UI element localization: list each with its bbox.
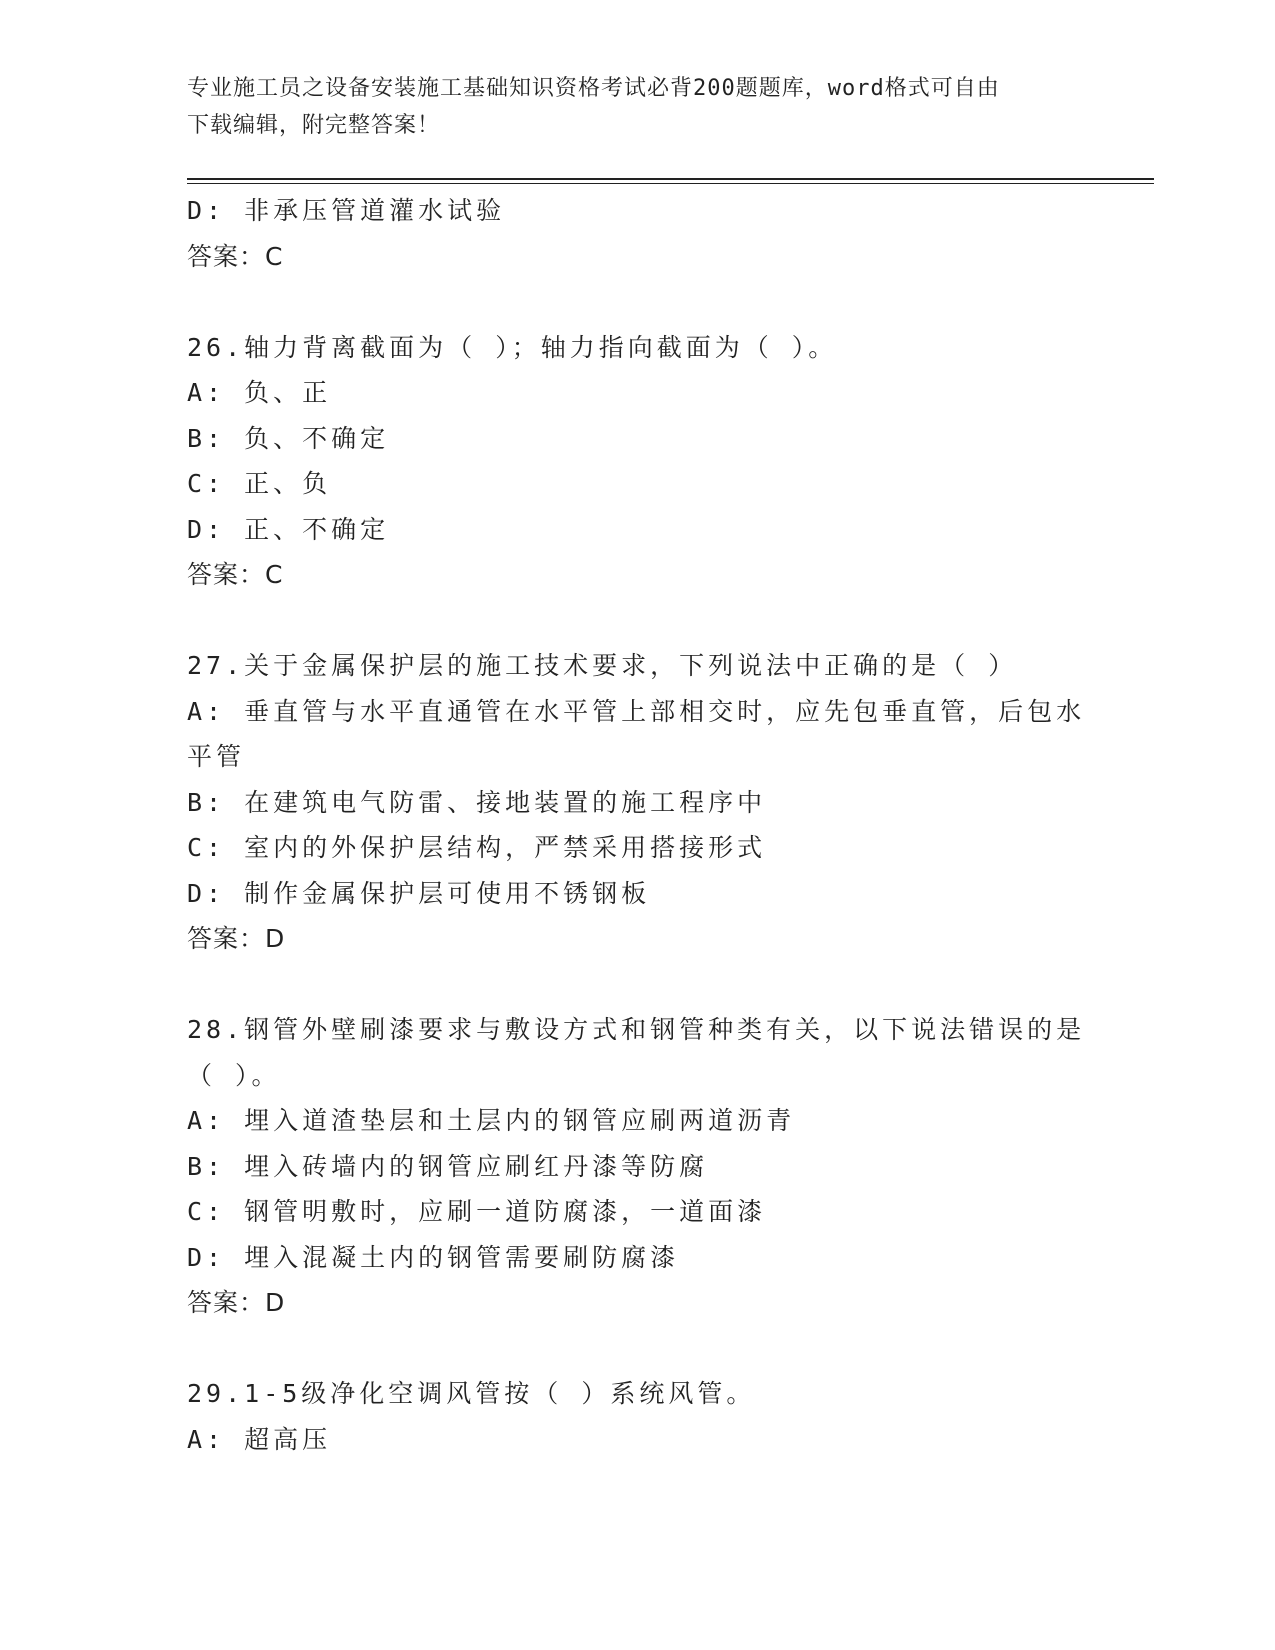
question-25-option-d: D: 非承压管道灌水试验 <box>187 196 506 225</box>
spacer <box>187 1326 1087 1372</box>
question-28-answer: 答案：D <box>187 1288 286 1317</box>
question-28-option-b: B: 埋入砖墙内的钢管应刷红丹漆等防腐 <box>187 1151 709 1181</box>
question-28-option-d: D: 埋入混凝土内的钢管需要刷防腐漆 <box>187 1242 680 1272</box>
question-27-option-b: B: 在建筑电气防雷、接地装置的施工程序中 <box>187 787 767 817</box>
question-29 <box>187 1371 1087 1462</box>
header-title-line-2: 下载编辑，附完整答案！ <box>187 113 441 138</box>
question-26-option-b: B: 负、不确定 <box>187 423 390 453</box>
header-rule-thick <box>187 178 1154 180</box>
question-27-option-c: C: 室内的外保护层结构，严禁采用搭接形式 <box>187 833 767 862</box>
question-28-option-c: C: 钢管明敷时，应刷一道防腐漆，一道面漆 <box>187 1197 767 1226</box>
question-26-option-d: D: 正、不确定 <box>187 514 390 544</box>
spacer <box>187 279 1087 325</box>
spacer <box>187 962 1087 1008</box>
question-26-option-c: C: 正、负 <box>187 469 332 498</box>
question-26-option-a: A: 负、正 <box>187 378 332 407</box>
document-header <box>187 70 1087 144</box>
question-26 <box>187 325 1087 598</box>
header-title-line-1: 专业施工员之设备安装施工基础知识资格考试必背200题题库，word格式可自由 <box>187 76 1000 101</box>
question-25 <box>187 188 1087 279</box>
question-25-answer: 答案：C <box>187 241 284 271</box>
document-body <box>187 188 1087 1462</box>
question-28-stem-line-1: 28.钢管外壁刷漆要求与敷设方式和钢管种类有关，以下说法错误的是 <box>187 1015 1086 1044</box>
question-27-option-d: D: 制作金属保护层可使用不锈钢板 <box>187 878 651 908</box>
header-rule-thin <box>187 183 1154 184</box>
question-27-option-a-line-1: A: 垂直管与水平直通管在水平管上部相交时，应先包垂直管，后包水 <box>187 696 1086 726</box>
question-28 <box>187 1007 1087 1326</box>
question-27-option-a-line-2: 平管 <box>187 742 246 771</box>
question-28-option-a: A: 埋入道渣垫层和土层内的钢管应刷两道沥青 <box>187 1106 796 1135</box>
question-29-stem: 29.1-5级净化空调风管按（ ）系统风管。 <box>187 1379 756 1408</box>
question-27 <box>187 643 1087 962</box>
question-28-stem-line-2: （ ）。 <box>187 1060 281 1090</box>
question-29-option-a: A: 超高压 <box>187 1424 332 1454</box>
question-27-answer: 答案：D <box>187 924 286 953</box>
question-26-stem: 26.轴力背离截面为（ ）；轴力指向截面为（ ）。 <box>187 332 838 362</box>
question-27-stem: 27.关于金属保护层的施工技术要求，下列说法中正确的是（ ） <box>187 651 1018 680</box>
spacer <box>187 598 1087 644</box>
question-26-answer: 答案：C <box>187 560 284 589</box>
